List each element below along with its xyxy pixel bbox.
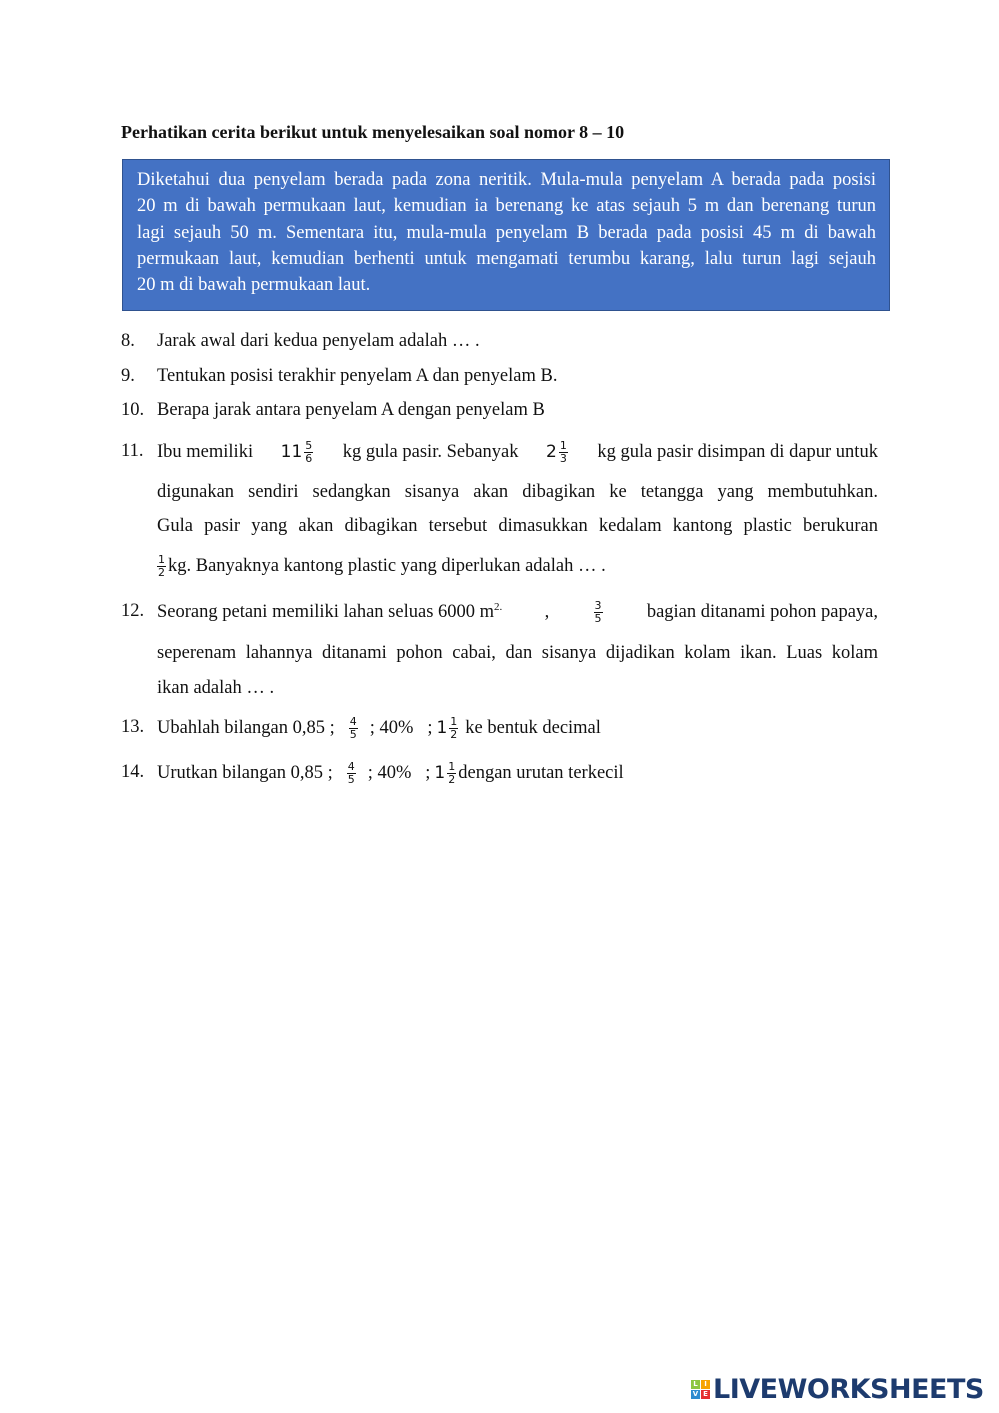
question-text: Berapa jarak antara penyelam A dengan penyelam B (157, 400, 545, 420)
question-text: Tentukan posisi terakhir penyelam A dan penyelam B. (157, 366, 558, 386)
section-heading: Perhatikan cerita berikut untuk menyelesaikan soal nomor 8 – 10 (121, 122, 625, 142)
text: bagian ditanami pohon papaya, (646, 601, 878, 622)
text: ; 40% ; (367, 762, 431, 783)
text: ; 40% ; (369, 717, 433, 738)
fraction: $\frac{5}{6}$ (305, 438, 313, 465)
text: Ibu memiliki (157, 441, 254, 462)
text: , (544, 601, 550, 622)
fraction: $\frac{1}{3}$ (559, 438, 567, 465)
fraction: $\frac{1}{2}$ (450, 714, 458, 741)
text: dengan urutan terkecil (458, 762, 624, 783)
question-number: 11. (121, 441, 144, 461)
mixed-fraction: 11 $\frac{5}{6}$ (280, 438, 313, 465)
story-line: 20 m di bawah permukaan laut. (137, 275, 371, 296)
question-number: 8. (121, 331, 135, 351)
liveworksheets-logo (691, 1374, 984, 1405)
story-line: permukaan laut, kemudian berhenti untuk mengamati terumbu karang, lalu turun lagi sejauh (137, 248, 876, 269)
question-text: ikan adalah … . (157, 678, 275, 698)
question-text: digunakan sendiri sedangkan sisanya akan dibagikan ke tetangga yang membutuhkan. (157, 482, 878, 502)
question-number: 9. (121, 366, 135, 386)
logo-icon: L I V E (691, 1380, 710, 1399)
text: kg gula pasir. Sebanyak (342, 441, 519, 462)
question-number: 10. (121, 400, 145, 420)
question-number: 14. (121, 762, 145, 782)
question-text: seperenam lahannya ditanami pohon cabai, dan sisanya dijadikan kolam ikan. Luas kolam (157, 643, 878, 663)
story-line: Diketahui dua penyelam berada pada zona neritik. Mula-mula penyelam A berada pada posisi (137, 170, 876, 190)
text: Ubahlah bilangan 0,85 ; (157, 717, 335, 738)
story-line: lagi sejauh 50 m. Sementara itu, mula-mula penyelam B berada pada posisi 45 m di bawah (137, 222, 876, 243)
question-number: 13. (121, 717, 145, 737)
mixed-fraction: 2 $\frac{1}{3}$ (546, 438, 567, 465)
question-text: kg. Banyaknya kantong plastic yang diperlukan adalah … . (168, 555, 606, 576)
question-text: Gula pasir yang akan dibagikan tersebut dimasukkan kedalam kantong plastic berukuran (157, 516, 878, 536)
story-box (122, 159, 890, 311)
question-number: 12. (121, 601, 145, 621)
story-line: 20 m di bawah permukaan laut, kemudian ia berenang ke atas sejauh 5 m dan berenang turun (137, 196, 876, 217)
fraction: $\frac{4}{5}$ (349, 714, 357, 741)
text: ke bentuk decimal (465, 717, 601, 738)
mixed-fraction: 1 $\frac{1}{2}$ (436, 714, 458, 741)
logo-text: LIVEWORKSHEETS (713, 1374, 984, 1405)
text: Urutkan bilangan 0,85 ; (157, 762, 333, 783)
fraction: $\frac{3}{5}$ (594, 598, 602, 625)
question-text: Jarak awal dari kedua penyelam adalah … . (157, 331, 480, 351)
fraction: $\frac{1}{2}$ (448, 759, 456, 786)
fraction: $\frac{1}{2}$ (158, 552, 165, 579)
text: kg gula pasir disimpan di dapur untuk (597, 441, 878, 462)
fraction: $\frac{4}{5}$ (347, 759, 355, 786)
text: Seorang petani memiliki lahan seluas 6000 $m^{2.}$ (157, 600, 503, 623)
mixed-fraction: 1 $\frac{1}{2}$ (434, 759, 456, 786)
